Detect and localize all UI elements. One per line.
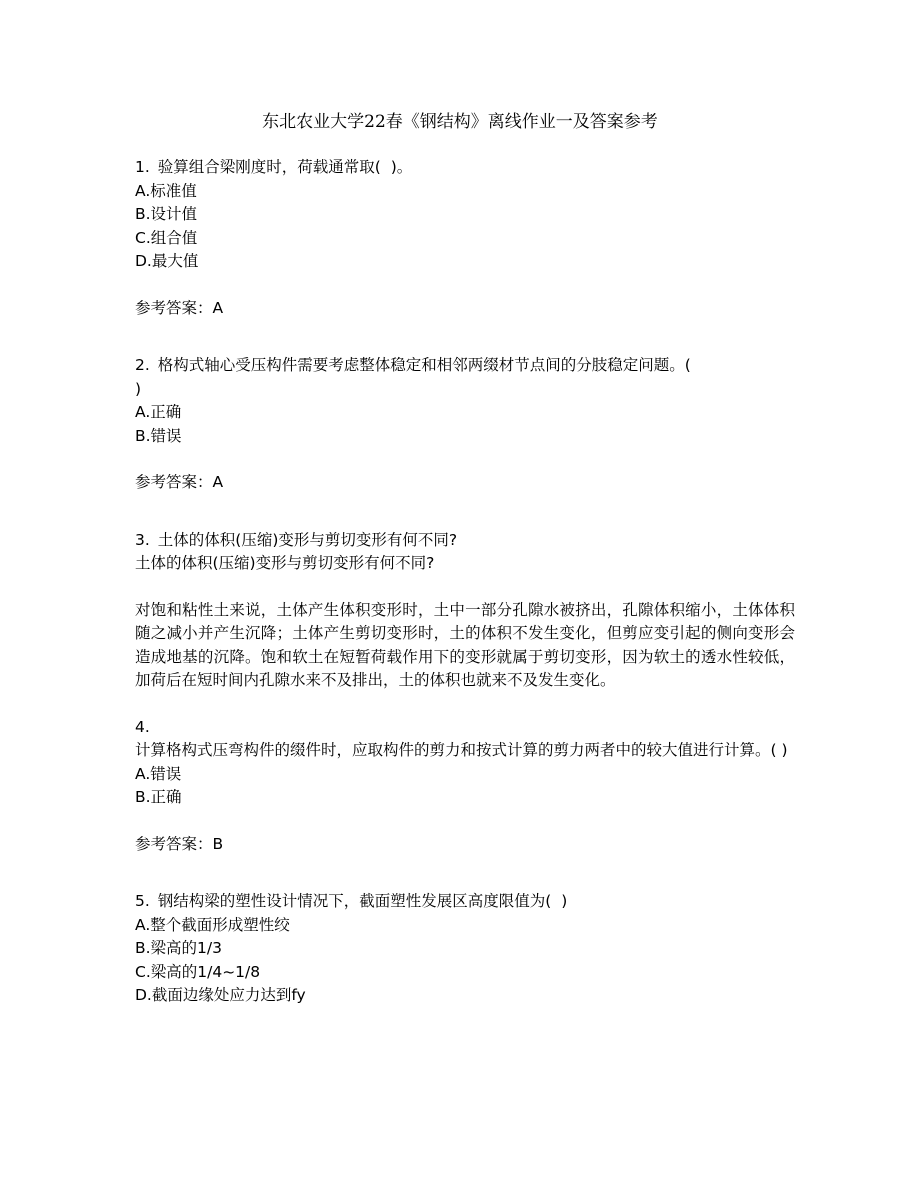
- option-a: A.标准值: [135, 181, 197, 200]
- question-1: [135, 156, 795, 320]
- option-a: A.错误: [135, 764, 182, 783]
- question-text: 钢结构梁的塑性设计情况下，截面塑性发展区高度限值为( ): [157, 892, 568, 910]
- question-text: 计算格构式压弯构件的缀件时，应取构件的剪力和按式计算的剪力两者中的较大值进行计算。( ): [135, 741, 788, 759]
- option-b: B.设计值: [135, 205, 198, 223]
- question-text: 土体的体积(压缩)变形与剪切变形有何不同?: [157, 530, 458, 549]
- answer-explanation: 对饱和粘性土来说，土体产生体积变形时，土中一部分孔隙水被挤出，孔隙体积缩小，土体体积随之减小并产生沉降；土体产生剪切变形时，土的体积不发生变化，但剪应变引起的侧向变形会造成地基的沉降。饱和软土在短暂荷载作用下的变形就属于剪切变形，因为软土的透水性较低，加荷后在短时间内孔隙水来不及排出，土的体积也就来不及发生变化。: [135, 600, 795, 689]
- question-text-continuation: ): [135, 379, 142, 398]
- question-5: [135, 890, 795, 1008]
- option-d: D.截面边缘处应力达到fy: [135, 986, 306, 1004]
- option-a: A.正确: [135, 403, 182, 421]
- option-c: C.梁高的1/4~1/8: [135, 962, 261, 981]
- question-2: [135, 354, 795, 495]
- document-body: [135, 156, 795, 1008]
- question-text: 格构式轴心受压构件需要考虑整体稳定和相邻两缀材节点间的分肢稳定问题。(: [157, 356, 691, 374]
- option-c: C.组合值: [135, 228, 198, 247]
- option-b: B.错误: [135, 426, 182, 445]
- option-b: B.正确: [135, 788, 182, 806]
- question-number: 5.: [135, 892, 150, 910]
- question-number: 3.: [135, 530, 150, 549]
- question-4: [135, 716, 795, 857]
- question-number: 2.: [135, 356, 150, 374]
- answer: 参考答案：B: [135, 834, 224, 853]
- answer: 参考答案：A: [135, 298, 224, 317]
- question-subtitle: 土体的体积(压缩)变形与剪切变形有何不同?: [135, 554, 435, 572]
- question-number: 4.: [135, 717, 150, 736]
- question-text: 验算组合梁刚度时，荷载通常取( )。: [157, 158, 413, 176]
- document-title: 东北农业大学22春《钢结构》离线作业一及答案参考: [262, 112, 658, 132]
- answer: 参考答案：A: [135, 473, 224, 491]
- question-number: 1.: [135, 158, 150, 176]
- option-d: D.最大值: [135, 252, 199, 270]
- question-3: [135, 529, 795, 693]
- option-a: A.整个截面形成塑性绞: [135, 915, 290, 934]
- option-b: B.梁高的1/3: [135, 939, 223, 957]
